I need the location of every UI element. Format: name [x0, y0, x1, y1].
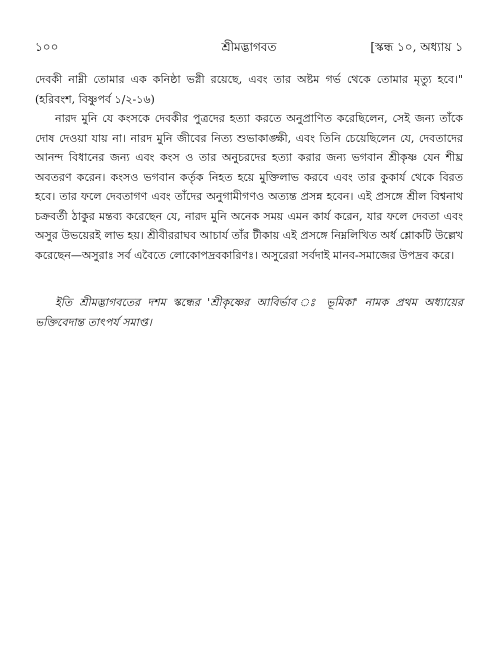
quotation-paragraph: দেবকী নাম্নী তোমার এক কনিষ্ঠা ভগ্নী রয়েছে, এবং তার অষ্টম গর্ভ থেকে তোমার মৃত্যু হবে।" (হরিবংশ, বিষ্ণুপর্ব ১/২-১৬) — [35, 73, 463, 106]
page-body — [35, 70, 463, 343]
section-reference: [স্কন্ধ ১০, অধ্যায় ১ — [370, 40, 463, 54]
purport-paragraph: নারদ মুনি যে কংসকে দেবকীর পুত্রদের হত্যা করতে অনুপ্রাণিত করেছিলেন, সেই জন্য তাঁকে দোষ দেওয়া যায় না। নারদ মুনি জীবের নিত্য শুভাকাঙ্ক্ষী, এবং তিনি চেয়েছিলেন যে, দেবতাদের আনন্দ বিধানের জন্য এবং কংস ও তার অনুচরদের হত্যা করার জন্য ভগবান শ্রীকৃষ্ণ যেন শীঘ্র অবতরণ করেন। কংসও ভগবান কর্তৃক নিহত হয়ে মুক্তিলাভ করবে এবং তার কুকার্য থেকে বিরত হবে। তার ফলে দেবতাগণ এবং তাঁদের অনুগামীগণও অত্যন্ত প্রসন্ন হবেন। এই প্রসঙ্গে শ্রীল বিশ্বনাথ চক্রবর্তী ঠাকুর মন্তব্য করেছেন যে, নারদ মুনি অনেক সময় এমন কার্য করেন, যার ফলে দেবতা এবং অসুর উভয়েরই লাভ হয়। শ্রীবীররাঘব আচার্য তাঁর টীকায় এই প্রসঙ্গে নিম্নলিখিত অর্ধ শ্লোকটি উল্লেখ করেছেন—অসুরাঃ সর্ব এবৈতে লোকোপদ্রবকারিণঃ। অসুরেরা সর্বদাই মানব-সমাজের উপদ্রব করে। — [35, 112, 463, 262]
page-header — [35, 38, 463, 56]
page-number: ১০০ — [35, 40, 59, 54]
running-title: শ্রীমদ্ভাগবত — [221, 40, 277, 54]
chapter-closing-note: ইতি শ্রীমদ্ভাগবতের দশম স্কন্ধের 'শ্রীকৃষ্ণের আবির্ভাব ঃ ভূমিকা' নামক প্রথম অধ্যায়ের ভক্তিবেদান্ত তাৎপর্য সমাপ্ত। — [35, 296, 463, 329]
paragraph-spacer — [35, 265, 463, 282]
